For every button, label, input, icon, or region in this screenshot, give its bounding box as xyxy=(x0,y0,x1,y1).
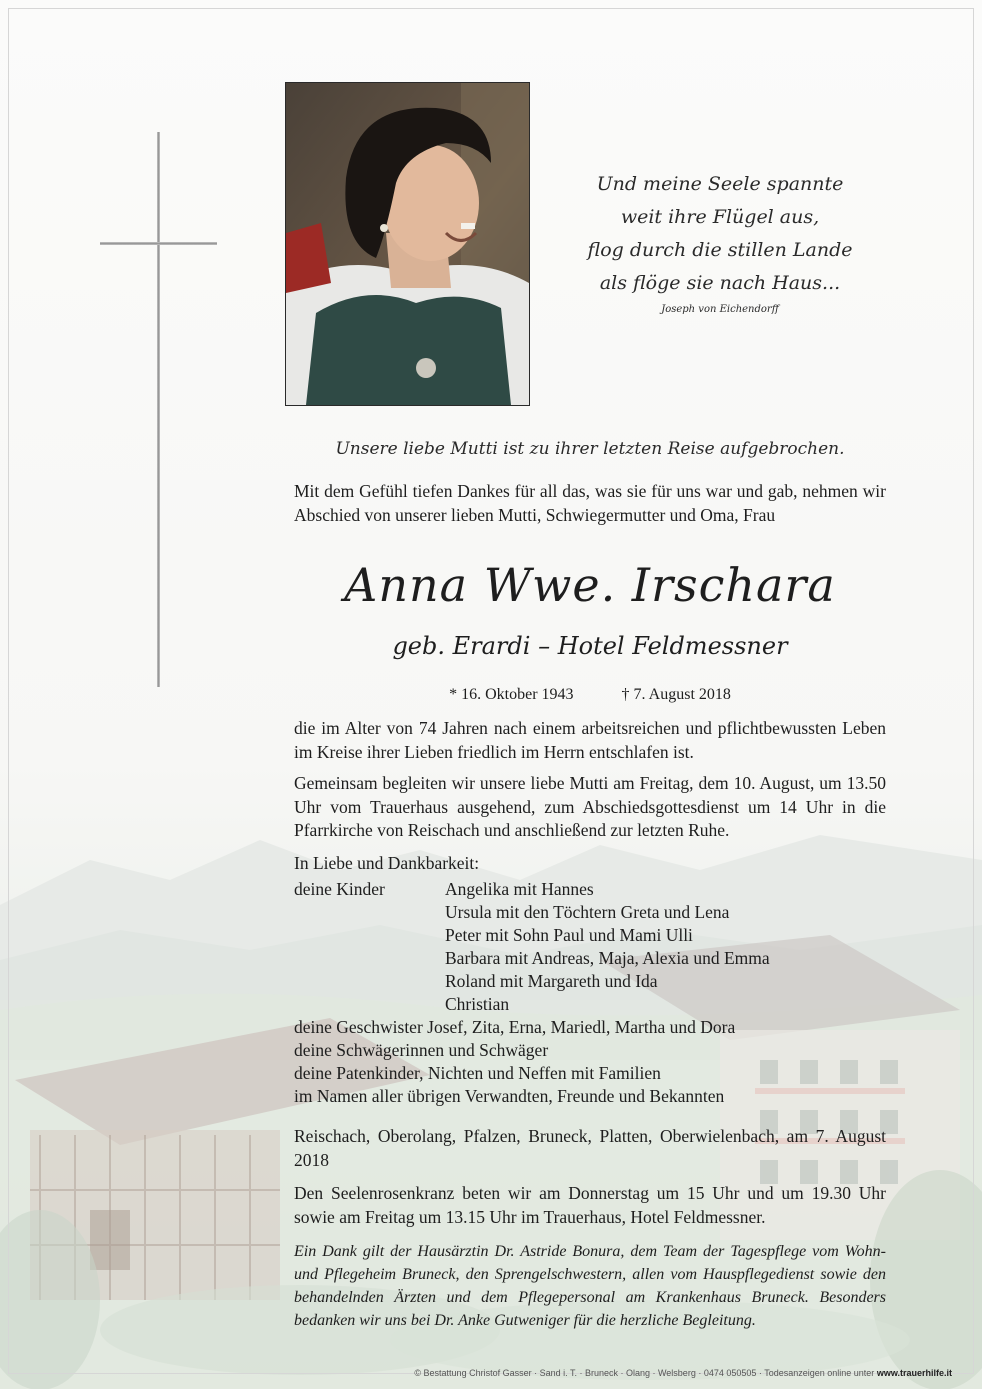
kids-list xyxy=(445,878,770,1016)
relatives-list xyxy=(294,1016,735,1108)
relatives-entry: im Namen aller übrigen Verwandten, Freunde und Bekannten xyxy=(294,1086,725,1106)
poem-line: weit ihre Flügel aus, xyxy=(620,206,820,228)
portrait-illustration xyxy=(286,83,529,405)
portrait-photo xyxy=(285,82,530,406)
birth-date: * 16. Oktober 1943 xyxy=(449,686,574,703)
deceased-subtitle: geb. Erardi – Hotel Feldmessner xyxy=(392,632,788,660)
kids-label: deine Kinder xyxy=(294,879,385,899)
life-dates xyxy=(294,686,886,704)
relatives-entry: deine Patenkinder, Nichten und Neffen mit Familien xyxy=(294,1063,661,1083)
poem-author: Joseph von Eichendorff xyxy=(661,304,779,315)
footer xyxy=(292,1368,952,1378)
cross-vertical-bar xyxy=(157,132,160,687)
thanks-text: Ein Dank gilt der Hausärztin Dr. Astride Bonura, dem Team der Tagespflege vom Wohn- und Pflegeheim Bruneck, den Sprengelschwestern, allen vom Hauspflegedienst sowie den behandelnden Ärzten und dem Pflegepersonal am Krankenhaus Bruneck. Besonders bedanken wir uns bei Dr. Anke Gutweniger für die herzliche Begleitung. xyxy=(294,1243,886,1329)
relatives-entry: deine Schwägerinnen und Schwäger xyxy=(294,1040,549,1060)
intro-line: Unsere liebe Mutti ist zu ihrer letzten Reise aufgebrochen. xyxy=(335,439,845,459)
funeral-text: Gemeinsam begleiten wir unsere liebe Mutti am Freitag, dem 10. August, um 13.50 Uhr vom Trauerhaus ausgehend, zum Abschiedsgottesdienst um 14 Uhr in die Pfarrkirche von Reischach und anschließend zur letzten Ruhe. xyxy=(294,773,886,840)
rosary-text: Den Seelenrosenkranz beten wir am Donnerstag um 15 Uhr und um 19.30 Uhr sowie am Freitag um 13.15 Uhr im Trauerhaus, Hotel Feldmessner. xyxy=(294,1183,886,1227)
deceased-name: Anna Wwe. Irschara xyxy=(344,558,836,612)
kid-entry: Ursula mit den Töchtern Greta und Lena xyxy=(445,902,730,922)
relatives-entry: deine Geschwister Josef, Zita, Erna, Mariedl, Martha und Dora xyxy=(294,1017,736,1037)
kid-entry: Barbara mit Andreas, Maja, Alexia und Emma xyxy=(445,948,770,968)
footer-text: © Bestattung Christof Gasser · Sand i. T. · Bruneck · Olang · Welsberg · 0474 050505 · Todesanzeigen online unter xyxy=(414,1368,875,1378)
mourners-heading: In Liebe und Dankbarkeit: xyxy=(294,853,480,873)
kid-entry: Peter mit Sohn Paul und Mami Ulli xyxy=(445,925,693,945)
footer-link[interactable]: www.trauerhilfe.it xyxy=(876,1368,952,1378)
death-date: † 7. August 2018 xyxy=(621,686,731,703)
cross-horizontal-bar xyxy=(100,242,217,245)
poem-line: flog durch die stillen Lande xyxy=(587,239,853,261)
poem-quote xyxy=(560,168,880,318)
kid-entry: Roland mit Margareth und Ida xyxy=(445,971,658,991)
kid-entry: Angelika mit Hannes xyxy=(445,879,594,899)
place-and-date: Reischach, Oberolang, Pfalzen, Bruneck, Platten, Oberwielenbach, am 7. August 2018 xyxy=(294,1126,886,1170)
kid-entry: Christian xyxy=(445,994,510,1014)
poem-line: Und meine Seele spannte xyxy=(596,173,844,195)
poem-line: als flöge sie nach Haus... xyxy=(599,272,841,294)
announcement-text: Mit dem Gefühl tiefen Dankes für all das, was sie für uns war und gab, nehmen wir Abschied von unserer lieben Mutti, Schwiegermutter und Oma, Frau xyxy=(294,481,886,525)
passing-text: die im Alter von 74 Jahren nach einem arbeitsreichen und pflichtbewussten Leben im Kreise ihrer Lieben friedlich im Herrn entschlafen ist. xyxy=(294,718,886,762)
